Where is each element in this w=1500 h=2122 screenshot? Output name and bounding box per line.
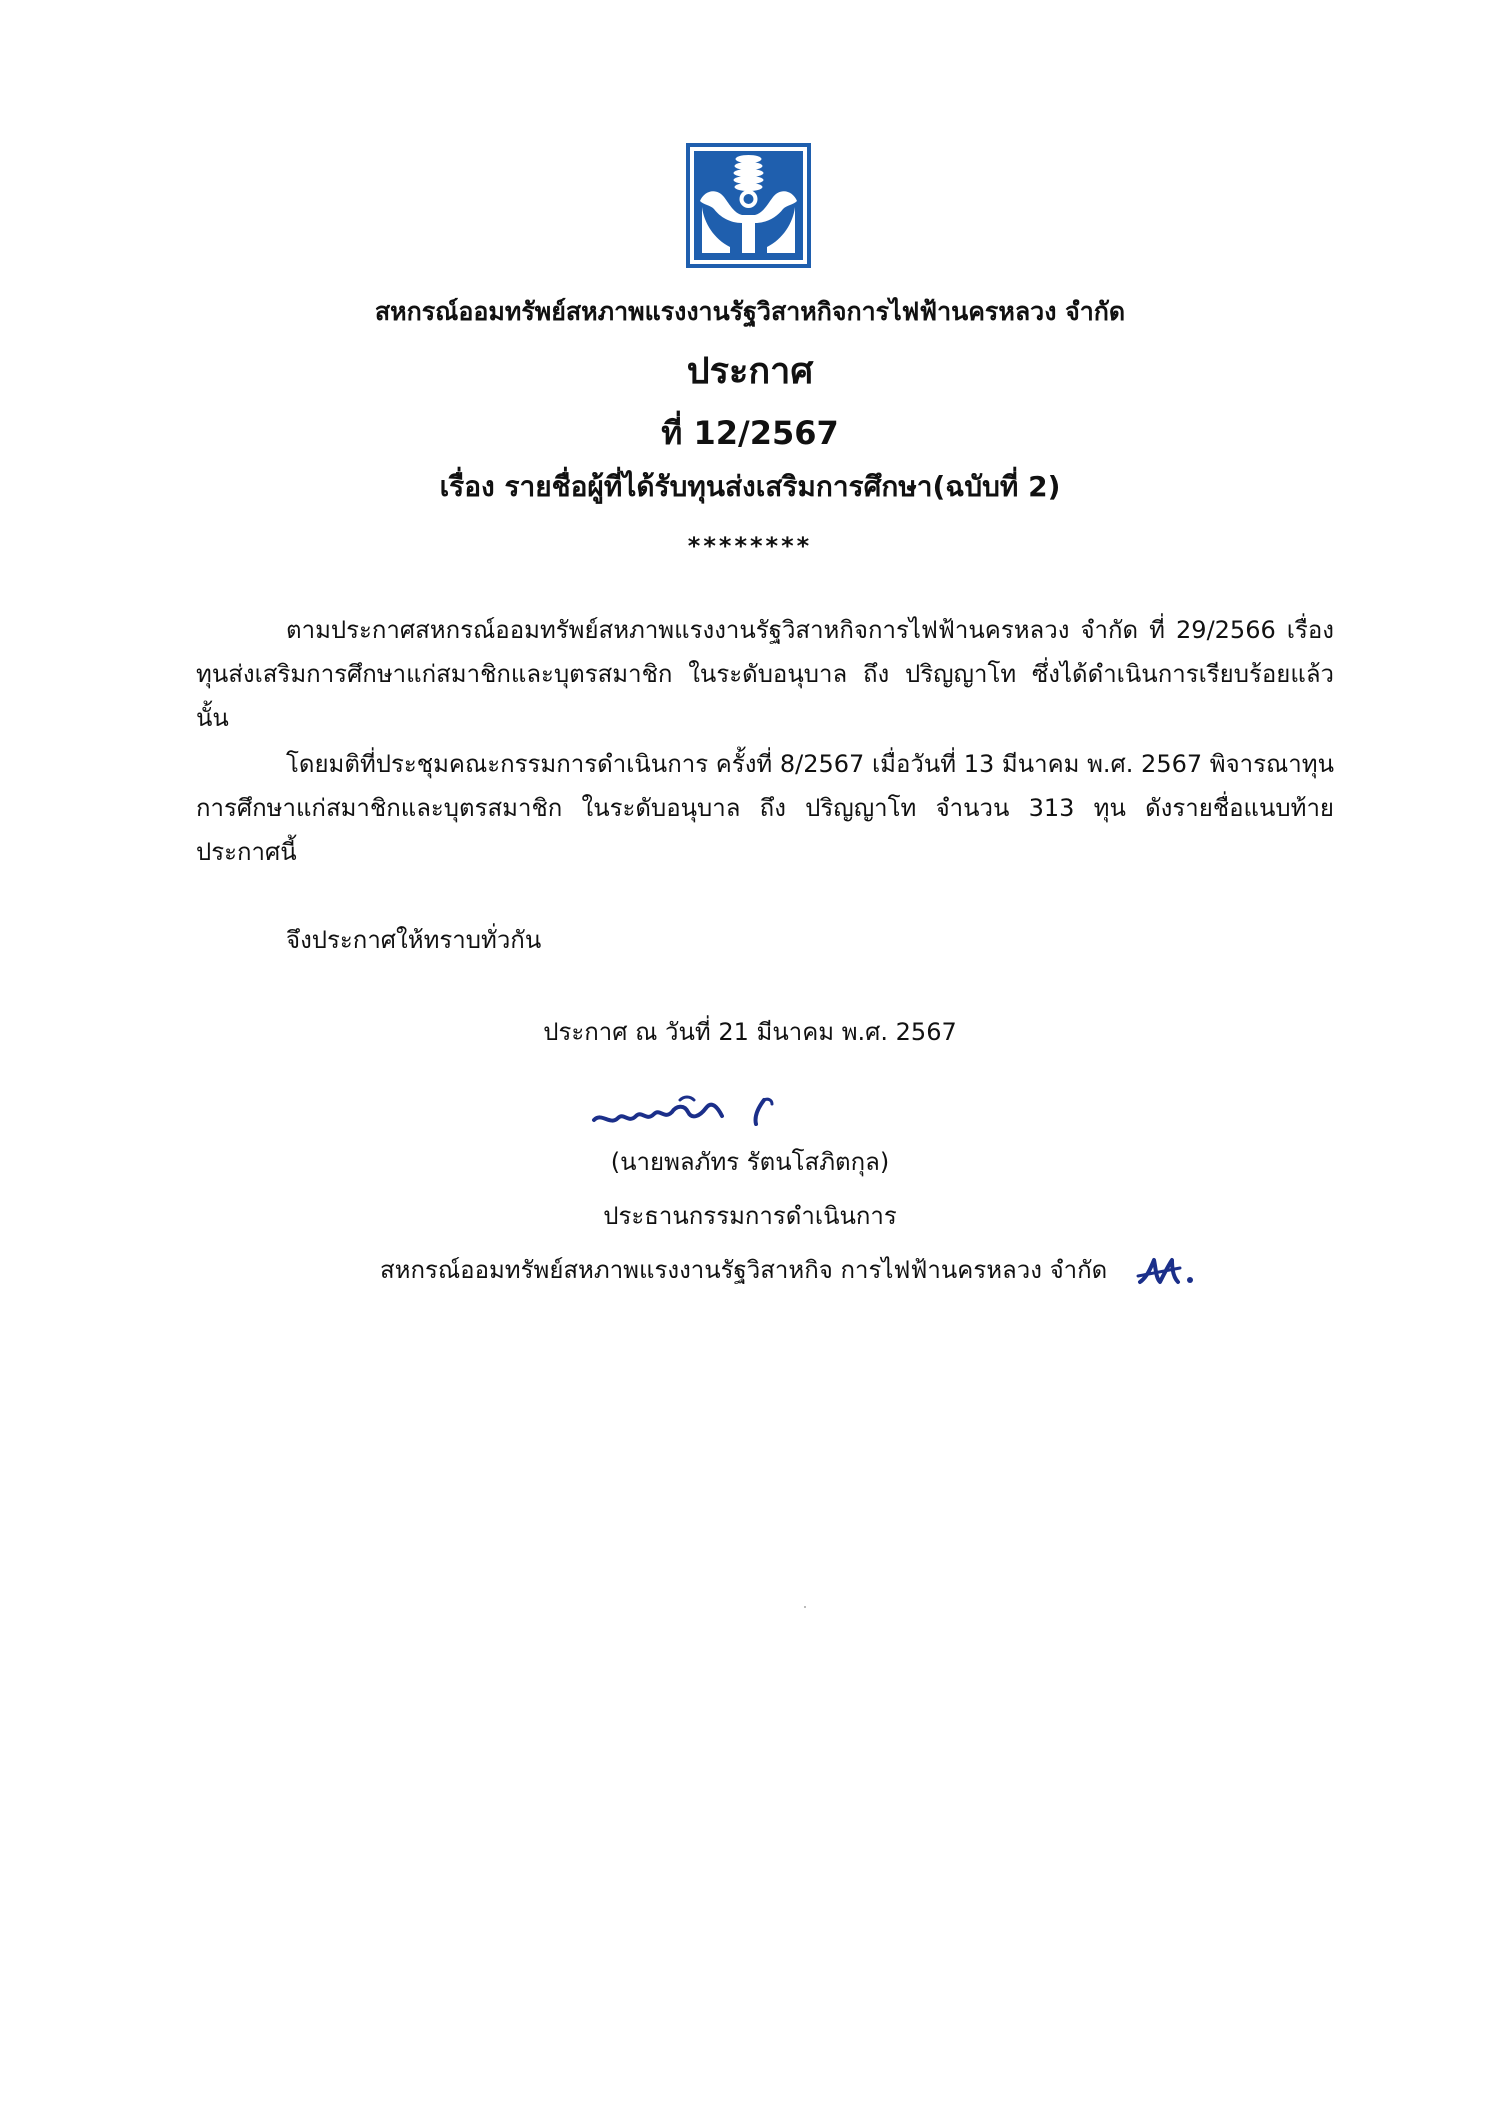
scan-artifact xyxy=(804,1606,806,1608)
issue-date: ประกาศ ณ วันที่ 21 มีนาคม พ.ศ. 2567 xyxy=(543,1018,957,1046)
organization-name: สหกรณ์ออมทรัพย์สหภาพแรงงานรัฐวิสาหกิจการไฟฟ้านครหลวง จำกัด xyxy=(374,297,1126,326)
separator-stars: ******** xyxy=(687,532,813,560)
body-paragraph-reference: ตามประกาศสหกรณ์ออมทรัพย์สหภาพแรงงานรัฐวิสาหกิจการไฟฟ้านครหลวง จำกัด ที่ 29/2566 เรื่อง ทุนส่งเสริมการศึกษาแก่สมาชิกและบุตรสมาชิก ในระดับอนุบาล ถึง ปริญญาโท ซึ่งได้ดำเนินการเรียบร้อยแล้ว นั้น xyxy=(196,616,1334,732)
announcement-subject: เรื่อง รายชื่อผู้ที่ได้รับทุนส่งเสริมการศึกษา(ฉบับที่ 2) xyxy=(439,470,1061,503)
signer-organization: สหกรณ์ออมทรัพย์สหภาพแรงงานรัฐวิสาหกิจ การไฟฟ้านครหลวง จำกัด xyxy=(380,1256,1108,1284)
signer-name: (นายพลภัทร รัตนโสภิตกุล) xyxy=(610,1148,890,1176)
body-paragraph-resolution: โดยมติที่ประชุมคณะกรรมการดำเนินการ ครั้งที่ 8/2567 เมื่อวันที่ 13 มีนาคม พ.ศ. 2567 พิจารณาทุนการศึกษาแก่สมาชิกและบุตรสมาชิก ในระดับอนุบาล ถึง ปริญญาโท จำนวน 313 ทุน ดังรายชื่อแนบท้ายประกาศนี้ xyxy=(196,750,1334,866)
announcement-number: ที่ 12/2567 xyxy=(661,414,839,452)
announcement-title: ประกาศ xyxy=(686,351,814,392)
coop-emblem-icon xyxy=(686,143,811,268)
signer-position: ประธานกรรมการดำเนินการ xyxy=(603,1202,897,1230)
signature-icon xyxy=(588,1086,788,1142)
closing-statement: จึงประกาศให้ทราบทั่วกัน xyxy=(286,926,542,954)
initials-icon xyxy=(1136,1248,1196,1290)
